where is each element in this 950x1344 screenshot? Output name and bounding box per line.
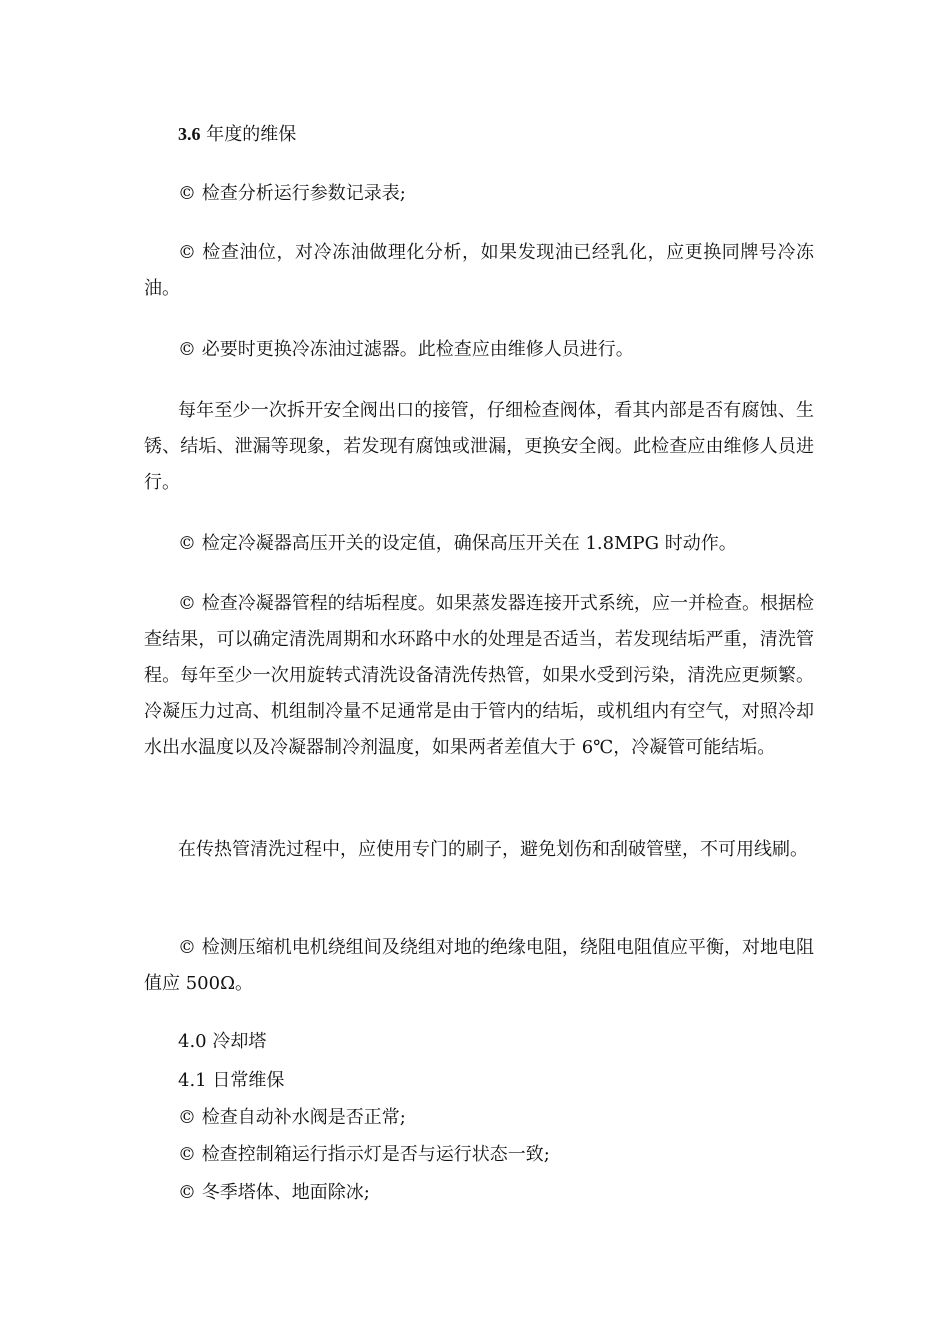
paragraph: © 检查分析运行参数记录表; <box>178 183 406 204</box>
section-title: 年度的维保 <box>206 124 297 145</box>
section-number: 3.6 <box>178 124 201 144</box>
paragraph: © 检查油位，对冷冻油做理化分析，如果发现油已经乳化，应更换同牌号冷冻油。 <box>144 242 814 299</box>
list-item: © 检查自动补水阀是否正常; <box>178 1107 406 1128</box>
paragraph: © 检测压缩机电机绕组间及绕组对地的绝缘电阻，绕阻电阻值应平衡，对地电阻值应 500Ω。 <box>144 937 814 994</box>
daily-maintenance-heading: 4.1 日常维保 <box>178 1070 285 1091</box>
cooling-tower-heading: 4.0 冷却塔 <box>178 1031 267 1052</box>
paragraph: © 检查冷凝器管程的结垢程度。如果蒸发器连接开式系统，应一并检查。根据检查结果，可以确定清洗周期和水环路中水的处理是否适当，若发现结垢严重，清洗管程。每年至少一次用旋转式清洗设备清洗传热管，如果水受到污染，清洗应更频繁。冷凝压力过高、机组制冷量不足通常是由于管内的结垢，或机组内有空气，对照冷却水出水温度以及冷凝器制冷剂温度，如果两者差值大于 6℃，冷凝管可能结垢。 <box>144 593 814 758</box>
section-heading <box>144 116 814 153</box>
paragraph: © 必要时更换冷冻油过滤器。此检查应由维修人员进行。 <box>178 339 634 360</box>
list-item: © 检查控制箱运行指示灯是否与运行状态一致; <box>178 1144 550 1165</box>
paragraph: 每年至少一次拆开安全阀出口的接管，仔细检查阀体，看其内部是否有腐蚀、生锈、结垢、泄漏等现象，若发现有腐蚀或泄漏，更换安全阀。此检查应由维修人员进行。 <box>144 400 814 493</box>
paragraph: © 检定冷凝器高压开关的设定值，确保高压开关在 1.8MPG 时动作。 <box>178 533 737 554</box>
paragraph: 在传热管清洗过程中，应使用专门的刷子，避免划伤和刮破管壁，不可用线刷。 <box>178 839 808 860</box>
list-item: © 冬季塔体、地面除冰; <box>178 1182 370 1203</box>
